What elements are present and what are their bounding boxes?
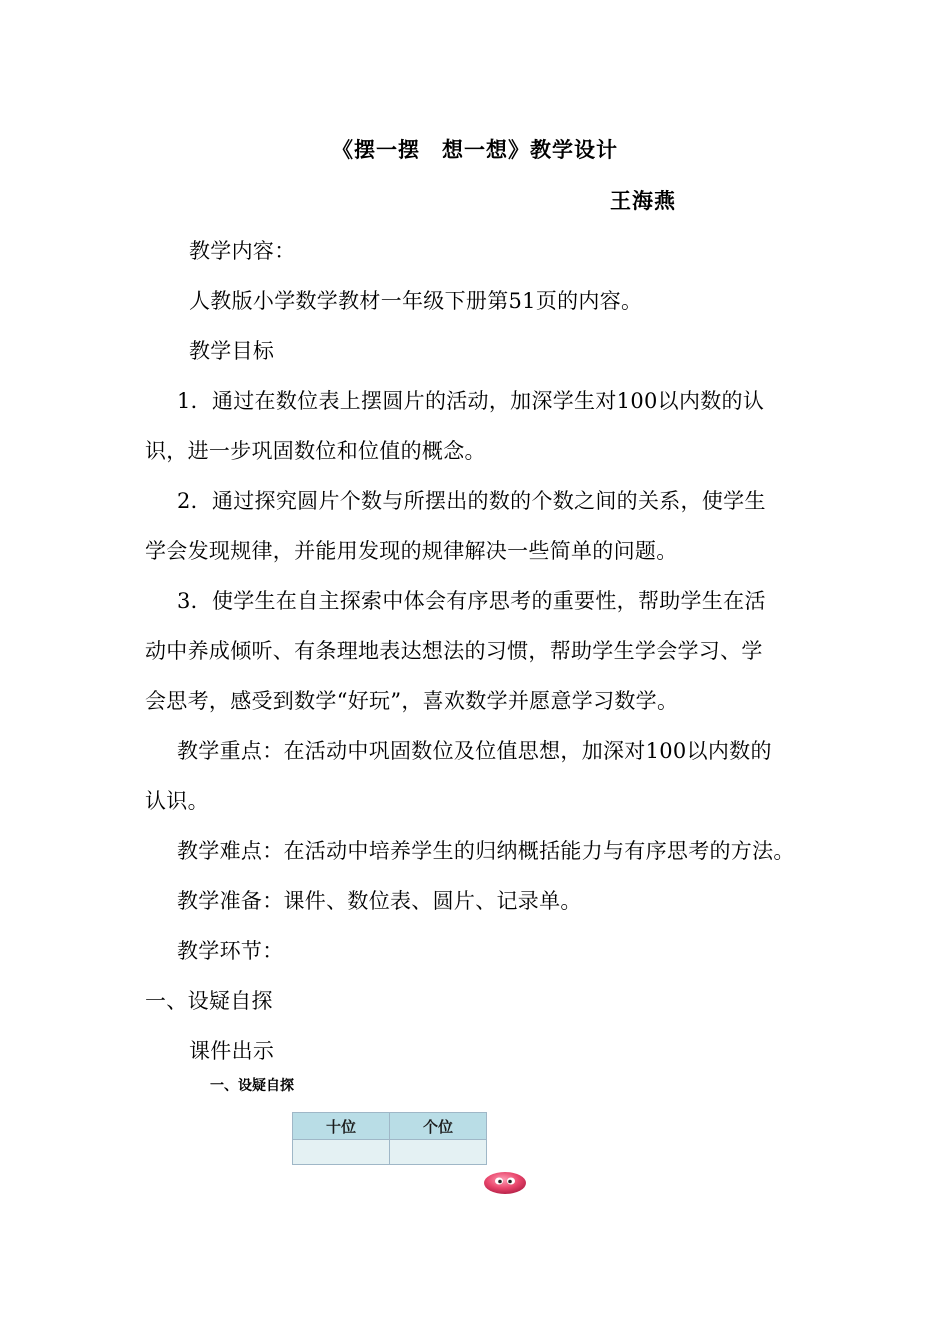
step-1-heading: 一、设疑自探 [145,989,273,1013]
section-label-objectives: 教学目标 [189,339,275,363]
preparation-text: 教学准备：课件、数位表、圆片、记录单。 [177,889,582,913]
slide-heading: 一、设疑自探 [210,1078,294,1094]
tens-cell [293,1140,390,1165]
objective-1-line-2: 识，进一步巩固数位和位值的概念。 [145,439,486,463]
section-label-steps: 教学环节： [177,939,284,963]
difficulty-text: 教学难点：在活动中培养学生的归纳概括能力与有序思考的方法。 [177,839,795,863]
courseware-label: 课件出示 [189,1039,275,1063]
ones-cell [390,1140,487,1165]
objective-3-line-2: 动中养成倾听、有条理地表达想法的习惯，帮助学生学会学习、学 [145,639,763,663]
key-point-line-1: 教学重点：在活动中巩固数位及位值思想，加深对100以内数的 [177,739,772,763]
objective-3-line-1: 3．使学生在自主探索中体会有序思考的重要性，帮助学生在活 [177,589,766,613]
document-title: 《摆一摆 想一想》教学设计 [332,138,618,162]
objective-3-line-3: 会思考，感受到数学“好玩”，喜欢数学并愿意学习数学。 [145,689,679,713]
pink-face-disc-icon [482,1170,528,1196]
objective-2-line-2: 学会发现规律，并能用发现的规律解决一些简单的问题。 [145,539,678,563]
content-text: 人教版小学数学教材一年级下册第51页的内容。 [189,289,643,313]
place-value-table [292,1112,487,1165]
ones-header: 个位 [390,1113,487,1140]
objective-1-line-1: 1．通过在数位表上摆圆片的活动，加深学生对100以内数的认 [177,389,765,413]
tens-header: 十位 [293,1113,390,1140]
key-point-line-2: 认识。 [145,789,209,813]
objective-2-line-1: 2．通过探究圆片个数与所摆出的数的个数之间的关系，使学生 [177,489,766,513]
document-author: 王海燕 [610,189,676,213]
section-label-content: 教学内容： [189,239,296,263]
